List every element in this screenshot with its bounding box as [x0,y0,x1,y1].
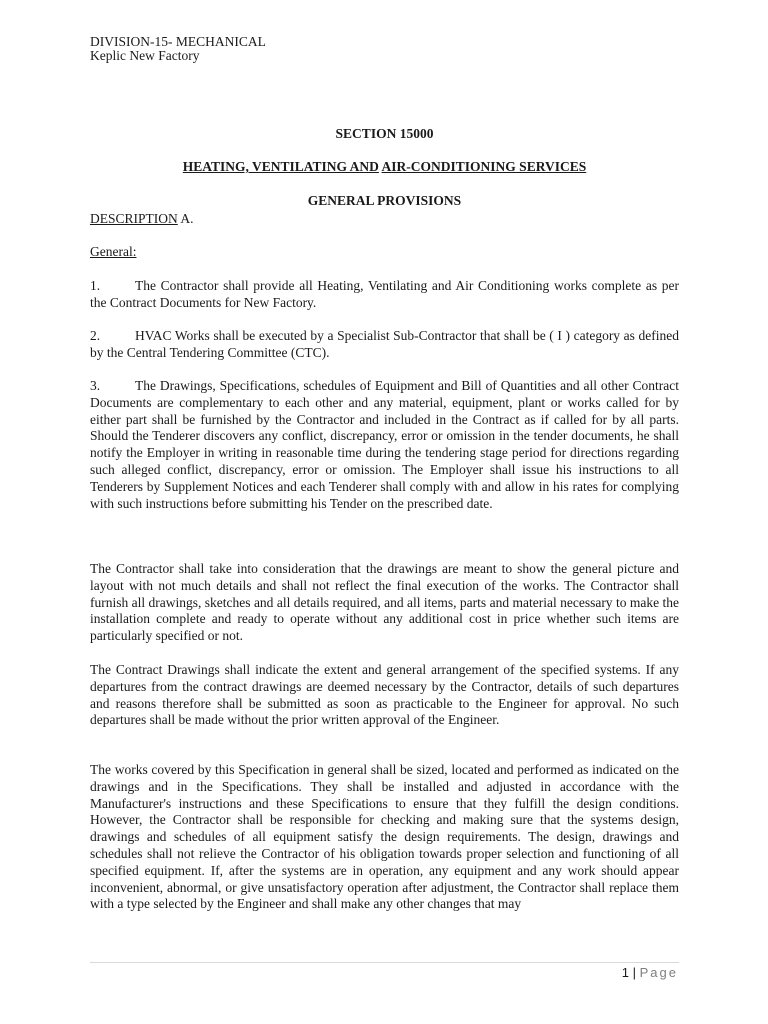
body-paragraph: The works covered by this Specification in general shall be sized, located and performed as indicated on the drawings and in the Specifications. They shall be installed and adjusted in accordance with the Manufacturer's instructions and these Specifications to ensure that they fulfill the design conditions. However, the Contractor shall be responsible for checking and making sure that the systems design, drawings and schedules of all equipment satisfy the design requirements. The design, drawings and schedules shall not relieve the Contractor of his obligation towards proper selection and functioning of all specified equipment. If, after the systems are in operation, any equipment and any work should appear inconvenient, abnormal, or give unsatisfactory operation after adjustment, the Contractor shall replace them with a type selected by the Engineer and shall make any other changes that may [90,762,679,912]
item-text: HVAC Works shall be executed by a Specialist Sub-Contractor that shall be ( I ) category as defined by the Central Tendering Committee (CTC). [90,328,679,360]
list-item [90,378,679,512]
description-heading [90,211,194,227]
section-title-part2: AIR-CONDITIONING SERVICES [381,159,587,174]
item-number: 3. [90,378,101,393]
general-heading: General: [90,244,137,259]
project-name: Keplic New Factory [90,48,200,63]
item-text: The Contractor shall provide all Heating, Ventilating and Air Conditioning works complete as per the Contract Documents for New Factory. [90,278,679,310]
section-subtitle: GENERAL PROVISIONS [307,193,462,208]
description-label: DESCRIPTION [90,211,178,226]
section-number: SECTION 15000 [335,126,434,141]
description-suffix: A. [177,211,194,226]
list-item [90,328,679,362]
section-title-part1: HEATING, VENTILATING AND [182,159,379,174]
page-number: 1 [621,965,630,980]
body-paragraph: The Contract Drawings shall indicate the extent and general arrangement of the specified systems. If any departures from the contract drawings are deemed necessary by the Contractor, details of such departures and reasons therefore shall be submitted as soon as practicable to the Engineer for approval. No such departures shall be made without the prior written approval of the Engineer. [90,662,679,728]
footer-divider [90,962,679,963]
page-separator: | [629,965,640,980]
section-title [90,159,679,175]
list-item [90,278,679,312]
item-number: 2. [90,328,101,343]
item-text: The Drawings, Specifications, schedules of Equipment and Bill of Quantities and all other Contract Documents are complementary to each other and any material, equipment, plant or works called for by either part shall be furnished by the Contractor and included in the Contract as if called for by all parts. Should the Tenderer discovers any conflict, discrepancy, error or omission in the tender documents, he shall notify the Employer in writing in reasonable time during the tendering stage period for directions regarding such alleged conflict, discrepancy, error or omission. The Employer shall issue his instructions to all Tenderers by Supplement Notices and each Tenderer shall comply with and allow in his rates for complying with such instructions before submitting his Tender on the prescribed date. [90,378,679,511]
item-number: 1. [90,278,101,293]
page-label: Page [639,965,678,980]
running-header [90,35,266,63]
body-paragraph: The Contractor shall take into consideration that the drawings are meant to show the general picture and layout with not much details and shall not reflect the final execution of the works. The Contractor shall furnish all drawings, sketches and all details required, and all items, parts and material necessary to make the installation complete and ready to operate without any additional cost in price whether such items are particularly specified or not. [90,561,679,644]
page-footer [622,965,678,980]
division-label: DIVISION-15- MECHANICAL [90,34,266,49]
